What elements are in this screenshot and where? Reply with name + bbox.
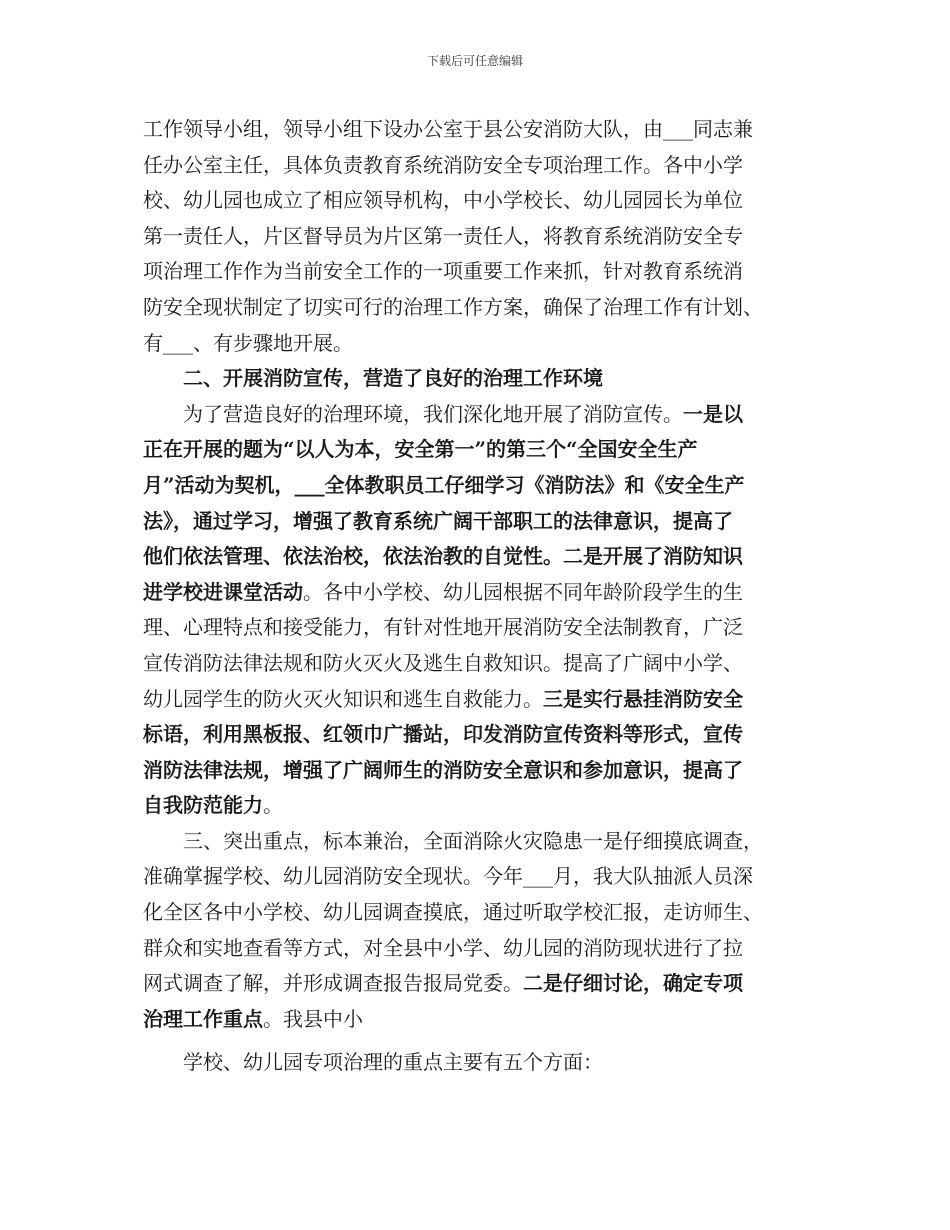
text-segment: 有___、有步骤地开展。: [143, 330, 353, 355]
text-line: [143, 788, 811, 824]
text-line: [143, 148, 811, 184]
text-segment: 项治理工作作为当前安全工作的一项重要工作来抓，针对教育系统消: [143, 259, 743, 284]
text-line: [143, 397, 811, 433]
text-segment: 校、幼儿园也成立了相应领导机构，中小学校长、幼儿园园长为单位: [143, 188, 743, 213]
text-line: [143, 895, 811, 931]
bold-text-segment: 法》，通过学习，增强了教育系统广阔干部职工的法律意识，提高了: [143, 508, 733, 533]
text-segment: 。: [263, 793, 283, 818]
bold-text-segment: 正在开展的题为“以人为本，安全第一”的第三个“全国安全生产: [143, 437, 698, 462]
text-line: [143, 468, 811, 504]
text-line: [143, 432, 811, 468]
text-line: [143, 361, 811, 397]
text-segment: 工作领导小组，领导小组下设办公室于县公安消防大队，由___同志兼: [143, 117, 753, 141]
text-segment: 网式调查了解，并形成调查报告报局党委。: [143, 971, 523, 996]
text-line: [143, 610, 811, 646]
text-line: [143, 112, 811, 148]
text-line: [143, 326, 811, 362]
bold-text-segment: 进学校进课堂活动: [143, 579, 303, 604]
text-line: [143, 254, 811, 290]
text-segment: 。各中小学校、幼儿园根据不同年龄阶段学生的生: [303, 579, 743, 604]
text-line: [143, 1045, 811, 1081]
bold-text-segment: 二是仔细讨论，确定专项: [523, 971, 743, 996]
text-segment: 理、心理特点和接受能力，有针对性地开展消防安全法制教育，广泛: [143, 615, 743, 640]
paragraph-gap: [143, 1037, 811, 1045]
text-line: [143, 966, 811, 1002]
text-segment: 防安全现状制定了切实可行的治理工作方案，确保了治理工作有计划、: [143, 294, 763, 319]
text-line: [143, 753, 811, 789]
bold-text-segment: 一是以: [683, 401, 743, 426]
bold-text-segment: 三是实行悬挂消防安全: [543, 686, 743, 711]
text-segment: 三、突出重点，标本兼治，全面消除火灾隐患一是仔细摸底调查，: [183, 828, 763, 853]
text-line: [143, 504, 811, 540]
bold-text-segment: 他们依法管理、依法治校，依法治教的自觉性。二是开展了消防知识: [143, 544, 743, 569]
text-line: [143, 931, 811, 967]
text-line: [143, 290, 811, 326]
text-segment: 群众和实地查看等方式，对全县中小学、幼儿园的消防现状进行了拉: [143, 935, 743, 960]
text-line: [143, 183, 811, 219]
text-line: [143, 682, 811, 718]
text-line: [143, 646, 811, 682]
text-segment: 化全区各中小学校、幼儿园调查摸底，通过听取学校汇报，走访师生、: [143, 900, 763, 925]
text-line: [143, 717, 811, 753]
bold-text-segment: 标语，利用黑板报、红领巾广播站，印发消防宣传资料等形式，宣传: [143, 722, 743, 747]
text-segment: 学校、幼儿园专项治理的重点主要有五个方面：: [183, 1050, 603, 1075]
text-segment: 任办公室主任，具体负责教育系统消防安全专项治理工作。各中小学: [143, 152, 743, 177]
text-segment: 宣传消防法律法规和防火灭火及逃生自救知识。提高了广阔中小学、: [143, 650, 743, 675]
text-line: [143, 539, 811, 575]
bold-text-segment: 二、开展消防宣传，营造了良好的治理工作环境: [183, 366, 603, 391]
text-segment: 为了营造良好的治理环境，我们深化地开展了消防宣传。: [183, 401, 683, 426]
text-segment: 幼儿园学生的防火灭火知识和逃生自救能力。: [143, 686, 543, 711]
text-line: [143, 575, 811, 611]
text-segment: 准确掌握学校、幼儿园消防安全现状。今年___月，我大队抽派人员深: [143, 864, 753, 889]
page-header: 下载后可任意编辑: [426, 54, 523, 68]
document-body: [143, 112, 811, 1081]
bold-text-segment: 月”活动为契机，___全体教职员工仔细学习《消防法》和《安全生产: [143, 472, 745, 497]
bold-text-segment: 治理工作重点: [143, 1006, 263, 1031]
text-line: [143, 824, 811, 860]
text-line: [143, 219, 811, 255]
text-segment: 第一责任人，片区督导员为片区第一责任人，将教育系统消防安全专: [143, 223, 743, 248]
bold-text-segment: 消防法律法规，增强了广阔师生的消防安全意识和参加意识，提高了: [143, 757, 743, 782]
bold-text-segment: 自我防范能力: [143, 793, 263, 818]
text-segment: 。我县中小: [263, 1006, 363, 1031]
text-line: [143, 1002, 811, 1038]
text-line: [143, 859, 811, 895]
